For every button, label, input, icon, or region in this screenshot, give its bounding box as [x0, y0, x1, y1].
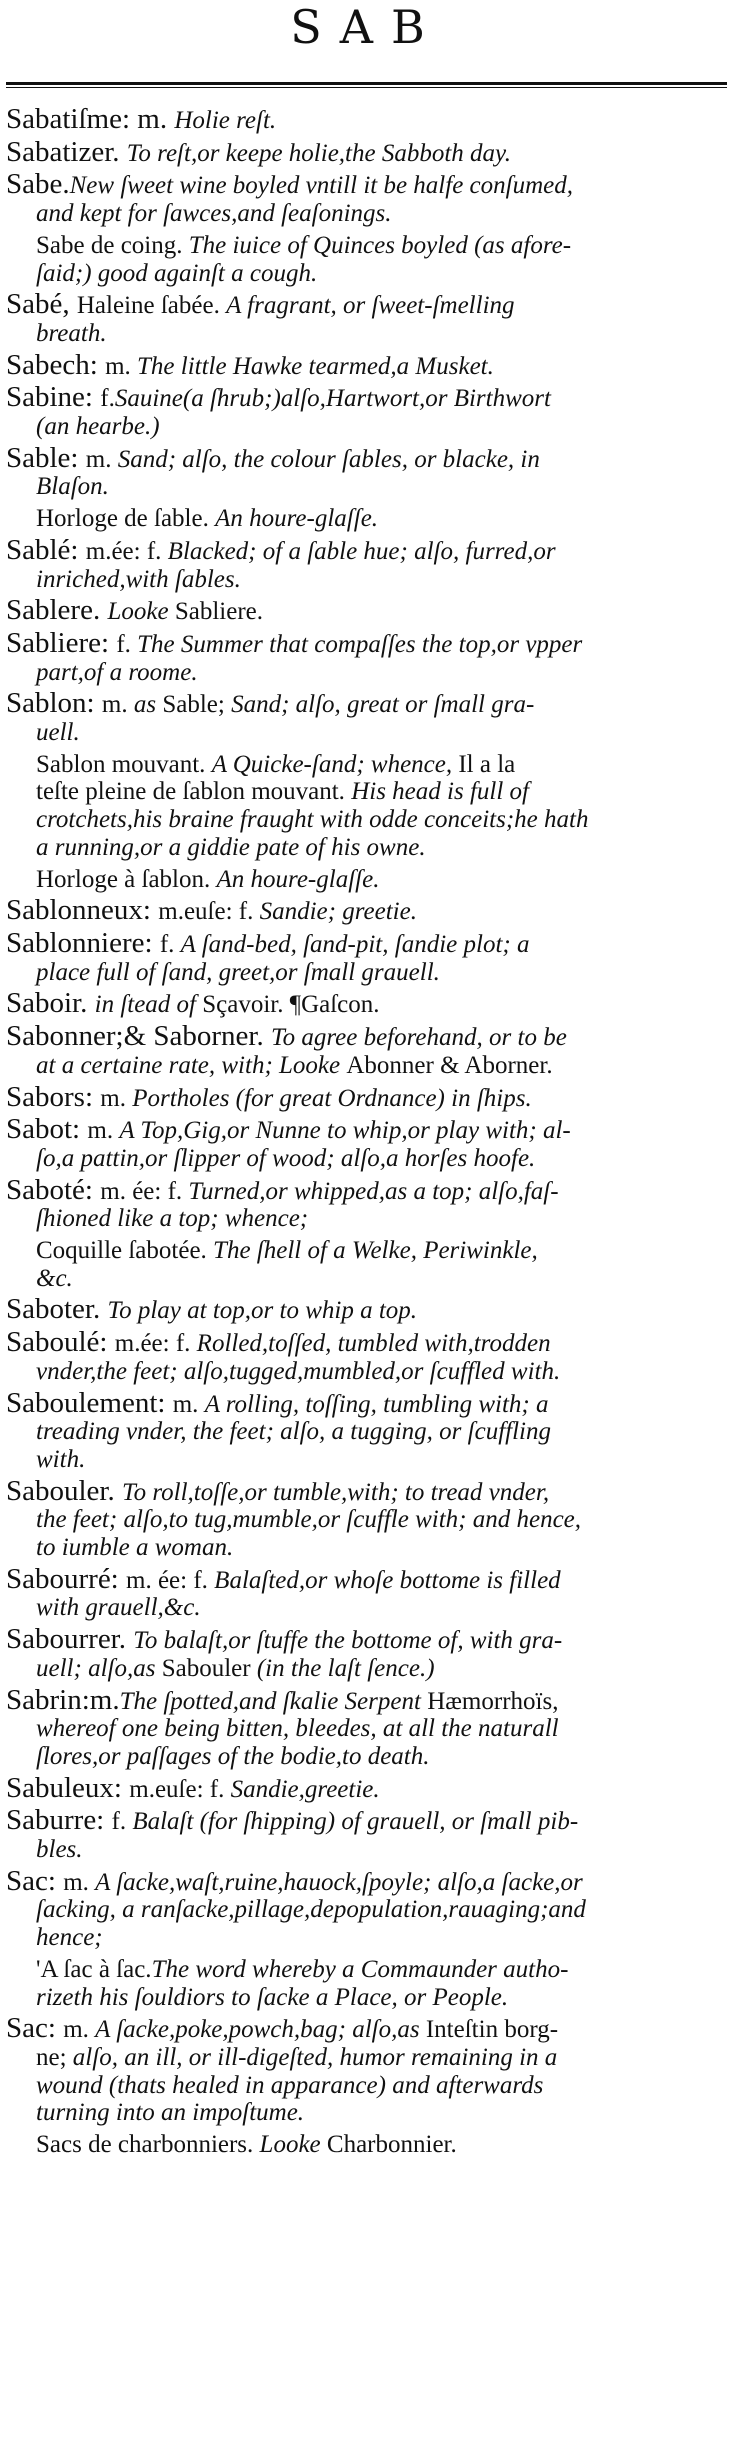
french-text: Sabe de coing.: [36, 231, 189, 259]
headword: Sabliere:: [6, 629, 117, 659]
entry-line: [6, 2015, 727, 2044]
entry-line: [6, 445, 727, 474]
entry-line: [6, 1687, 727, 1716]
entry-line: [6, 659, 727, 687]
gloss-text: To agree beforehand, or to be: [270, 1024, 567, 1052]
gloss-text: with grauell,&c.: [36, 1594, 201, 1622]
headword: Sablonneux:: [6, 897, 159, 926]
dictionary-entry-sabonner: [6, 1023, 727, 1079]
gloss-text: The little Hawke tearmed,a Musket.: [137, 352, 494, 380]
gloss-text: Portholes (for great Ordnance) in ſhips.: [132, 1084, 532, 1112]
gloss-text: a running,or a giddie pate of his owne.: [36, 833, 426, 861]
headword: Sablonniere:: [6, 929, 160, 959]
entry-line: [6, 1655, 727, 1683]
entry-line: [6, 1743, 727, 1771]
gloss-text: at a certaine rate, with; Looke: [36, 1051, 347, 1079]
entry-line: [6, 320, 727, 348]
gloss-text: To roll,toſſe,or tumble,with; to tread vnder,: [122, 1478, 550, 1506]
headword: Sac:: [6, 2015, 64, 2044]
dictionary-entry-sabors: [6, 1084, 727, 1113]
headword: Sac:: [6, 1867, 64, 1897]
gloss-text: Balaſted,or whoſe bottome is filled: [214, 1566, 561, 1594]
entry-line: [6, 1956, 727, 1984]
dictionary-entry-sabouler: [6, 1478, 727, 1562]
french-text: Haleine ſabée.: [76, 292, 227, 320]
entry-line: [6, 1358, 727, 1386]
headword: Sabouler.: [6, 1477, 122, 1507]
dictionary-entry-sac: [6, 1868, 727, 1952]
gloss-text: A ſacke,poke,powch,bag; alſo,as: [95, 2016, 426, 2044]
french-text: m.: [172, 1390, 205, 1418]
entry-line: [6, 1626, 727, 1655]
gloss-text: ſo,a pattin,or ſlipper of wood; alſo,a horſes hoofe.: [36, 1144, 536, 1172]
french-text: Horloge de ſable.: [36, 505, 216, 533]
gloss-text: ſacking, a ranſacke,pillage,depopulation,rauaging;and: [36, 1896, 586, 1924]
headword: Sabot:: [6, 1116, 88, 1145]
french-text: m.: [85, 445, 118, 473]
headword: Saboté:: [6, 1176, 101, 1206]
dictionary-entry-a-sac-a-sac: [6, 1956, 727, 2011]
gloss-text: The ſhell of a Welke, Periwinkle,: [213, 1237, 538, 1265]
dictionary-entry-sabine: [6, 384, 727, 440]
gloss-text: Sauine(a ſhrub;)alſo,Hartwort,or Birthwort: [114, 385, 551, 413]
entry-line: [6, 352, 727, 381]
gloss-text: alſo, an ill, or ill-digeſted, humor remaining in a: [72, 2044, 558, 2071]
entry-line: [6, 1237, 727, 1265]
entry-line: [6, 751, 727, 779]
french-text: m.euſe: f.: [158, 898, 260, 926]
dictionary-entry-sabech: [6, 352, 727, 381]
dictionary-entry-sablonneux: [6, 897, 727, 926]
gloss-text: To play at top,or to whip a top.: [107, 1297, 418, 1325]
dictionary-entry-sabrin: [6, 1687, 727, 1771]
headword: Sable:: [6, 444, 86, 474]
dictionary-entry-sable-ee: [6, 537, 727, 593]
entry-line: [6, 1566, 727, 1595]
entry-line: [6, 2072, 727, 2100]
entry-line: [6, 1296, 727, 1325]
gloss-text: wound (thats healed in apparance) and afterwards: [36, 2071, 544, 2099]
entry-line: [6, 1715, 727, 1743]
dictionary-entry-sabe-de-coing: [6, 232, 727, 287]
headword: Sabatizer.: [6, 138, 127, 168]
gloss-text: turning into an impoſtume.: [36, 2099, 305, 2127]
dictionary-entry-horloge-a-sablon: [6, 866, 727, 894]
entry-line: [6, 2099, 727, 2127]
entry-line: [6, 1446, 727, 1474]
dictionary-entry-saboulement: [6, 1390, 727, 1474]
gloss-text: as: [133, 691, 163, 719]
entry-line: [6, 1023, 727, 1052]
entry-line: [6, 232, 727, 260]
entry-line: [6, 597, 727, 626]
gloss-text: Balaſt (for ſhipping) of grauell, or ſmall pib-: [132, 1808, 579, 1836]
gloss-text: To balaſt,or ſtuffe the bottome of, with gra-: [133, 1627, 563, 1655]
gloss-text: A ſand-bed, ſand-pit, ſandie plot; a: [180, 930, 530, 958]
french-text: Inteſtin borg-: [425, 2016, 559, 2044]
entry-line: [6, 537, 727, 566]
entry-line: [6, 291, 727, 320]
french-text: 'A ſac à ſac.: [36, 1955, 152, 1983]
dictionary-entry-saburre: [6, 1807, 727, 1863]
entry-line: [6, 2044, 727, 2072]
entry-line: [6, 413, 727, 441]
dictionary-entry-saboter: [6, 1296, 727, 1325]
gloss-text: with.: [36, 1445, 86, 1473]
dictionary-entry-sabe-haleine: [6, 291, 727, 347]
headword: Saburre:: [6, 1807, 112, 1837]
gloss-text: &c.: [36, 1264, 73, 1292]
dictionary-entry-sablere: [6, 597, 727, 626]
gloss-text: A Top,Gig,or Nunne to whip,or play with; al-: [119, 1117, 571, 1145]
dictionary-entry-coquille-sabotee: [6, 1237, 727, 1292]
french-text: Sçavoir. ¶Gaſcon.: [202, 991, 380, 1019]
french-text: f.: [116, 630, 138, 658]
entry-line: [6, 1594, 727, 1622]
dictionary-entry-horloge-de-sable: [6, 505, 727, 533]
gloss-text: place full of ſand, greet,or ſmall grauell.: [36, 958, 440, 986]
entry-line: [6, 1506, 727, 1534]
gloss-text: and kept for ſawces,and ſeaſonings.: [36, 200, 392, 228]
entry-line: [6, 866, 727, 894]
french-text: Sabliere.: [174, 598, 263, 626]
entry-line: [6, 1390, 727, 1419]
headword: Sabrin:m.: [6, 1686, 120, 1716]
entry-line: [6, 990, 727, 1019]
entry-line: [6, 171, 727, 200]
dictionary-entry-sabot: [6, 1116, 727, 1172]
gloss-text: (in the laſt ſence.): [256, 1654, 435, 1682]
gloss-text: treading vnder, the feet; alſo, a tugging, or ſcuffling: [36, 1418, 551, 1446]
entry-line: [6, 1924, 727, 1952]
gloss-text: To reſt,or keepe holie,the Sabboth day.: [126, 139, 512, 167]
entry-line: [6, 1145, 727, 1173]
gloss-text: (an hearbe.): [36, 413, 160, 441]
french-text: f.: [159, 930, 181, 958]
gloss-text: Turned,or whipped,as a top; alſo,faſ-: [188, 1177, 559, 1205]
french-text: f.: [100, 385, 115, 413]
entry-line: [6, 139, 727, 168]
gloss-text: part,of a roome.: [36, 658, 198, 686]
entry-line: [6, 806, 727, 834]
gloss-text: A fragrant, or ſweet-ſmelling: [226, 292, 515, 320]
headword: Saboter.: [6, 1296, 108, 1326]
dictionary-entry-saboule: [6, 1329, 727, 1385]
entry-line: [6, 959, 727, 987]
dictionary-entry-sabatisme: [6, 106, 727, 135]
dictionary-entry-sablonniere: [6, 930, 727, 986]
gloss-text: The word whereby a Commaunder autho-: [151, 1955, 569, 1983]
entry-line: [6, 1807, 727, 1836]
entry-line: [6, 1116, 727, 1145]
dictionary-entry-sabatizer: [6, 139, 727, 168]
gloss-text: A rolling, toſſing, tumbling with; a: [204, 1390, 549, 1418]
dictionary-entry-sabe: [6, 171, 727, 227]
gloss-text: An houre-glaſſe.: [216, 865, 380, 893]
entry-line: [6, 690, 727, 719]
french-text: m.ée: f.: [85, 537, 168, 565]
entry-line: [6, 1775, 727, 1804]
gloss-text: whereof one being bitten, bleedes, at all the naturall: [36, 1715, 559, 1743]
entry-line: [6, 897, 727, 926]
french-text: f.: [111, 1808, 133, 1836]
dictionary-entry-sacs-de-charbonniers: [6, 2131, 727, 2159]
gloss-text: in ſtead of: [94, 991, 203, 1019]
entry-line: [6, 1177, 727, 1206]
french-text: m.: [63, 2016, 96, 2044]
french-text: Abonner & Aborner.: [346, 1051, 553, 1079]
gloss-text: A ſacke,waſt,ruine,hauock,ſpoyle; alſo,a ſacke,or: [95, 1868, 583, 1896]
gloss-text: Sandie,greetie.: [230, 1775, 380, 1803]
entry-line: [6, 473, 727, 501]
entry-line: [6, 2131, 727, 2159]
headword: Sablere.: [6, 597, 108, 626]
french-text: Charbonnier.: [326, 2131, 457, 2159]
dictionary-entry-sac-2: [6, 2015, 727, 2127]
gloss-text: Looke: [259, 2131, 327, 2159]
headword: Sabatiſme: m.: [6, 106, 175, 135]
gloss-text: The Summer that compaſſes the top,or vpper: [137, 630, 583, 658]
gloss-text: uell; alſo,as: [36, 1654, 162, 1682]
gloss-text: rizeth his ſouldiors to ſacke a Place, or People.: [36, 1983, 509, 2011]
gloss-text: vnder,the feet; alſo,tugged,mumbled,or ſcuffled with.: [36, 1357, 561, 1385]
french-text: Sable;: [162, 691, 232, 719]
french-text: m.: [100, 1084, 133, 1112]
headword: Saboir.: [6, 990, 95, 1020]
gloss-text: Sand; alſo, great or ſmall gra-: [231, 691, 535, 719]
french-text: m. ée: f.: [100, 1177, 189, 1205]
gloss-text: Holie reſt.: [174, 107, 277, 134]
dictionary-entry-sabliere: [6, 630, 727, 686]
entry-line: [6, 1478, 727, 1507]
headword: Sabine:: [6, 384, 101, 414]
french-text: m.euſe: f.: [129, 1775, 231, 1803]
french-text: Coquille ſabotée.: [36, 1237, 214, 1265]
gloss-text: New ſweet wine boyled vntill it be halfe conſumed,: [69, 172, 573, 200]
gloss-text: Looke: [107, 598, 175, 626]
entry-line: [6, 505, 727, 533]
entry-line: [6, 1984, 727, 2012]
french-text: ne;: [36, 2044, 73, 2071]
entry-list: [6, 106, 727, 2163]
gloss-text: hence;: [36, 1924, 103, 1952]
headword: Sabech:: [6, 351, 106, 381]
dictionary-entry-sable: [6, 445, 727, 501]
gloss-text: inriched,with ſables.: [36, 565, 241, 593]
gloss-text: ſaid;) good againſt a cough.: [36, 259, 318, 287]
headword: Saboulé:: [6, 1329, 115, 1358]
gloss-text: crotchets,his braine fraught with odde conceits;he hath: [36, 806, 589, 834]
headword: Sablon:: [6, 690, 102, 720]
gloss-text: An houre-glaſſe.: [215, 505, 379, 533]
dictionary-entry-sabourrer: [6, 1626, 727, 1682]
running-head: SAB: [290, 0, 443, 54]
headword: Saboulement:: [6, 1389, 173, 1419]
french-text: m.: [105, 352, 138, 380]
gloss-text: The ſpotted,and ſkalie Serpent: [119, 1687, 428, 1715]
entry-line: [6, 1868, 727, 1897]
dictionary-entry-sabuleux: [6, 1775, 727, 1804]
gloss-text: the feet; alſo,to tug,mumble,or ſcuffle with; and hence,: [36, 1506, 582, 1534]
headword: Sabé,: [6, 291, 77, 320]
french-text: Sablon mouvant.: [36, 750, 212, 778]
gloss-text: The iuice of Quinces boyled (as afore-: [188, 231, 572, 259]
gloss-text: to iumble a woman.: [36, 1534, 234, 1562]
dictionary-entry-sabourre: [6, 1566, 727, 1622]
entry-line: [6, 384, 727, 413]
gloss-text: ſhioned like a top; whence;: [36, 1205, 309, 1233]
header-rule-thin: [6, 87, 727, 88]
french-text: Sacs de charbonniers.: [36, 2131, 260, 2159]
french-text: m.: [101, 691, 134, 719]
entry-line: [6, 200, 727, 228]
gloss-text: Sandie; greetie.: [259, 898, 417, 926]
headword: Sabe.: [6, 171, 70, 201]
gloss-text: Rolled,toſſed, tumbled with,trodden: [196, 1330, 551, 1358]
entry-line: [6, 778, 727, 806]
entry-line: [6, 566, 727, 594]
gloss-text: Blaſon.: [36, 473, 109, 501]
gloss-text: ſlores,or paſſages of the bodie,to death.: [36, 1742, 430, 1770]
entry-line: [6, 930, 727, 959]
entry-line: [6, 1052, 727, 1080]
entry-line: [6, 834, 727, 862]
french-text: Horloge à ſablon.: [36, 865, 217, 893]
gloss-text: Sand; alſo, the colour ſables, or blacke, in: [117, 445, 540, 473]
entry-line: [6, 630, 727, 659]
entry-line: [6, 260, 727, 288]
entry-line: [6, 1836, 727, 1864]
entry-line: [6, 719, 727, 747]
dictionary-entry-sabote: [6, 1177, 727, 1233]
gloss-text: bles.: [36, 1836, 83, 1864]
dictionary-entry-saboir: [6, 990, 727, 1019]
french-text: m.ée: f.: [114, 1330, 197, 1358]
french-text: Sabouler: [161, 1654, 257, 1682]
headword: Sabourrer.: [6, 1626, 134, 1655]
french-text: m.: [63, 1868, 96, 1896]
header-rule: [6, 82, 727, 85]
entry-line: [6, 1329, 727, 1358]
gloss-text: uell.: [36, 719, 80, 747]
french-text: Il a la: [458, 750, 516, 778]
gloss-text: Blacked; of a ſable hue; alſo, furred,or: [167, 537, 556, 565]
entry-line: [6, 1084, 727, 1113]
headword: Sablé:: [6, 536, 86, 566]
headword: Sabuleux:: [6, 1774, 130, 1804]
dictionary-entry-sablon: [6, 690, 727, 746]
entry-line: [6, 1205, 727, 1233]
french-text: m. ée: f.: [126, 1566, 215, 1594]
gloss-text: His head is full of: [351, 778, 529, 806]
headword: Sabonner;& Saborner.: [6, 1023, 271, 1052]
french-text: teſte pleine de ſablon mouvant.: [36, 778, 352, 806]
gloss-text: breath.: [36, 319, 107, 347]
headword: Sabors:: [6, 1083, 101, 1113]
gloss-text: A Quicke-ſand; whence,: [211, 750, 459, 778]
entry-line: [6, 1418, 727, 1446]
french-text: m.: [87, 1117, 120, 1145]
entry-line: [6, 1534, 727, 1562]
dictionary-entry-sablon-mouvant: [6, 751, 727, 862]
entry-line: [6, 1265, 727, 1293]
headword: Sabourré:: [6, 1565, 126, 1595]
entry-line: [6, 106, 727, 135]
entry-line: [6, 1896, 727, 1924]
french-text: Hæmorrhoïs,: [427, 1687, 559, 1715]
